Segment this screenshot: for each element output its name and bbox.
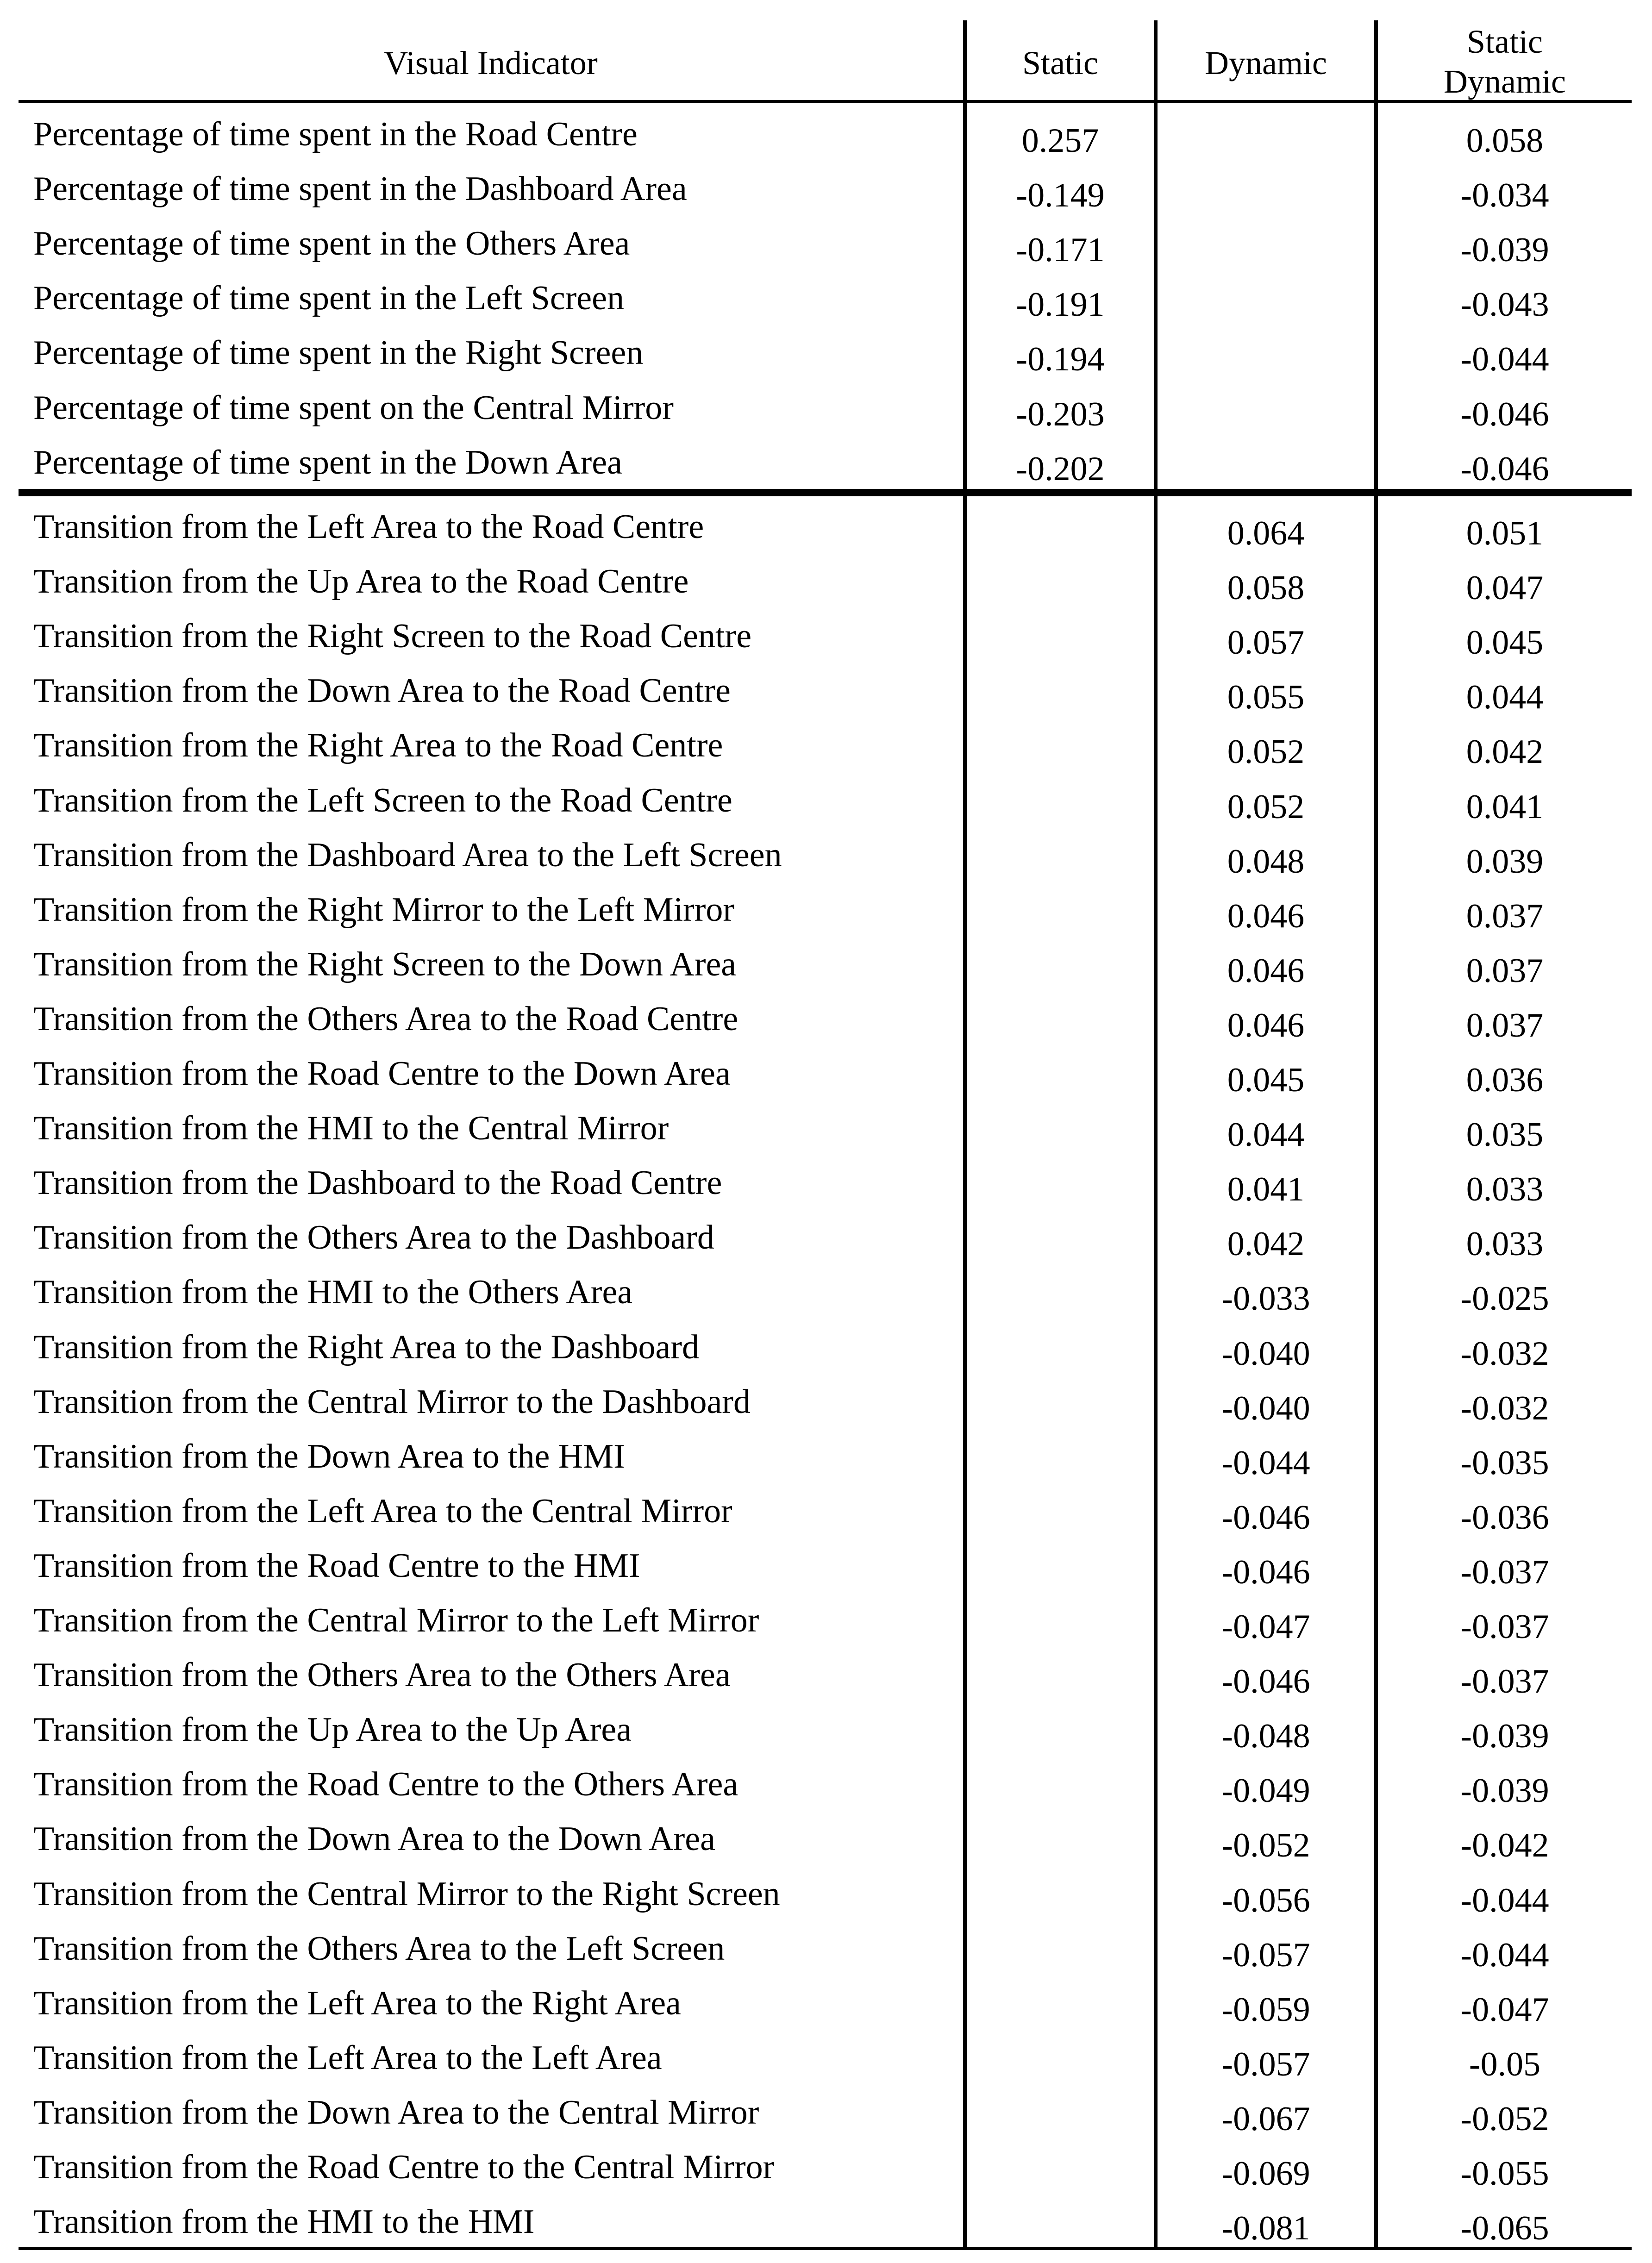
cell-dynamic: 0.052: [1227, 733, 1305, 771]
cell-static: -0.191: [1016, 286, 1105, 324]
cell-static-dynamic: -0.05: [1469, 2045, 1541, 2083]
cell-static-dynamic: -0.039: [1460, 1717, 1549, 1756]
cell-static: 0.257: [1021, 122, 1099, 160]
column-divider-3: [1374, 20, 1378, 2248]
cell-static-dynamic: 0.041: [1466, 788, 1544, 826]
cell-indicator: Transition from the Right Area to the Dashboard: [33, 1328, 700, 1366]
cell-indicator: Transition from the HMI to the Central Mirror: [33, 1109, 669, 1148]
cell-indicator: Transition from the Dashboard Area to the Left Screen: [33, 836, 782, 874]
cell-dynamic: 0.046: [1227, 1006, 1305, 1044]
cell-dynamic: 0.052: [1227, 788, 1305, 826]
cell-indicator: Transition from the Central Mirror to the Left Mirror: [33, 1601, 759, 1639]
cell-indicator: Transition from the Left Screen to the Road Centre: [33, 781, 732, 819]
cell-dynamic: -0.046: [1221, 1498, 1310, 1537]
cell-static-dynamic: -0.065: [1460, 2209, 1549, 2248]
cell-indicator: Transition from the Others Area to the Others Area: [33, 1656, 731, 1694]
cell-dynamic: -0.033: [1221, 1280, 1310, 1318]
cell-indicator: Transition from the Others Area to the Road Centre: [33, 1000, 738, 1038]
cell-static-dynamic: 0.051: [1466, 514, 1544, 552]
header-rule: [19, 100, 1632, 103]
cell-indicator: Percentage of time spent in the Left Screen: [33, 279, 624, 318]
cell-static-dynamic: -0.043: [1460, 286, 1549, 324]
header-static: Static: [1022, 44, 1098, 81]
cell-dynamic: -0.052: [1221, 1826, 1310, 1865]
cell-dynamic: 0.045: [1227, 1061, 1305, 1099]
header-static-dynamic-line1: Static: [1467, 23, 1543, 60]
cell-static-dynamic: 0.036: [1466, 1061, 1544, 1099]
cell-indicator: Transition from the HMI to the Others Area: [33, 1273, 633, 1312]
cell-indicator: Transition from the Up Area to the Up Area: [33, 1711, 632, 1749]
cell-indicator: Transition from the Right Area to the Road Centre: [33, 726, 723, 765]
cell-indicator: Transition from the Road Centre to the Others Area: [33, 1765, 738, 1804]
cell-static-dynamic: 0.042: [1466, 733, 1544, 771]
header-visual-indicator: Visual Indicator: [384, 44, 598, 81]
cell-indicator: Percentage of time spent in the Down Area: [33, 443, 622, 481]
cell-dynamic: 0.048: [1227, 842, 1305, 881]
cell-dynamic: -0.049: [1221, 1772, 1310, 1810]
cell-indicator: Transition from the Down Area to the Road Centre: [33, 672, 731, 710]
cell-static: -0.203: [1016, 395, 1105, 433]
cell-static-dynamic: 0.045: [1466, 624, 1544, 662]
cell-static-dynamic: -0.025: [1460, 1280, 1549, 1318]
cell-static-dynamic: 0.033: [1466, 1170, 1544, 1209]
cell-static-dynamic: -0.037: [1460, 1663, 1549, 1701]
cell-indicator: Transition from the Right Screen to the Road Centre: [33, 617, 752, 656]
cell-static-dynamic: -0.046: [1460, 450, 1549, 488]
cell-dynamic: -0.081: [1221, 2209, 1310, 2248]
cell-static-dynamic: -0.035: [1460, 1444, 1549, 1482]
cell-indicator: Transition from the Down Area to the Central Mirror: [33, 2093, 759, 2132]
cell-dynamic: 0.057: [1227, 624, 1305, 662]
cell-static: -0.194: [1016, 340, 1105, 379]
cell-dynamic: -0.046: [1221, 1663, 1310, 1701]
cell-indicator: Percentage of time spent on the Central Mirror: [33, 388, 674, 427]
cell-dynamic: 0.055: [1227, 678, 1305, 717]
cell-indicator: Percentage of time spent in the Road Centre: [33, 115, 638, 153]
cell-dynamic: -0.067: [1221, 2100, 1310, 2138]
cell-indicator: Transition from the Others Area to the Left Screen: [33, 1929, 725, 1968]
cell-static: -0.202: [1016, 450, 1105, 488]
cell-dynamic: -0.057: [1221, 1936, 1310, 1974]
cell-dynamic: -0.047: [1221, 1608, 1310, 1646]
cell-indicator: Transition from the Central Mirror to the Right Screen: [33, 1875, 780, 1913]
cell-dynamic: -0.056: [1221, 1881, 1310, 1919]
cell-indicator: Transition from the Left Area to the Right Area: [33, 1984, 681, 2022]
cell-static-dynamic: 0.037: [1466, 951, 1544, 990]
cell-static-dynamic: -0.039: [1460, 1772, 1549, 1810]
cell-dynamic: 0.041: [1227, 1170, 1305, 1209]
cell-dynamic: 0.044: [1227, 1116, 1305, 1154]
cell-indicator: Transition from the Road Centre to the Down Area: [33, 1055, 731, 1093]
cell-indicator: Transition from the Others Area to the Dashboard: [33, 1219, 714, 1257]
cell-dynamic: -0.048: [1221, 1717, 1310, 1756]
cell-static-dynamic: -0.047: [1460, 1990, 1549, 2029]
cell-dynamic: -0.040: [1221, 1334, 1310, 1373]
cell-indicator: Transition from the Right Mirror to the Left Mirror: [33, 890, 735, 929]
cell-indicator: Transition from the Right Screen to the Down Area: [33, 945, 737, 983]
cell-static-dynamic: -0.032: [1460, 1389, 1549, 1427]
cell-static-dynamic: -0.044: [1460, 340, 1549, 379]
cell-indicator: Percentage of time spent in the Dashboard Area: [33, 170, 687, 208]
bottom-rule: [19, 2247, 1632, 2250]
cell-static: -0.149: [1016, 176, 1105, 215]
cell-dynamic: -0.040: [1221, 1389, 1310, 1427]
cell-dynamic: -0.044: [1221, 1444, 1310, 1482]
cell-static-dynamic: -0.052: [1460, 2100, 1549, 2138]
cell-indicator: Transition from the Central Mirror to the Dashboard: [33, 1382, 751, 1421]
cell-dynamic: 0.064: [1227, 514, 1305, 552]
cell-static-dynamic: -0.037: [1460, 1608, 1549, 1646]
cell-static-dynamic: -0.032: [1460, 1334, 1549, 1373]
cell-static-dynamic: 0.039: [1466, 842, 1544, 881]
cell-static-dynamic: -0.046: [1460, 395, 1549, 433]
cell-indicator: Percentage of time spent in the Right Screen: [33, 334, 644, 372]
cell-indicator: Transition from the HMI to the HMI: [33, 2203, 535, 2241]
cell-static-dynamic: 0.058: [1466, 122, 1544, 160]
cell-static-dynamic: 0.044: [1466, 678, 1544, 717]
cell-static: -0.171: [1016, 231, 1105, 269]
cell-static-dynamic: -0.034: [1460, 176, 1549, 215]
cell-indicator: Transition from the Up Area to the Road Centre: [33, 563, 689, 601]
cell-indicator: Transition from the Left Area to the Central Mirror: [33, 1492, 732, 1530]
cell-static-dynamic: -0.044: [1460, 1936, 1549, 1974]
cell-indicator: Transition from the Dashboard to the Road Centre: [33, 1164, 722, 1202]
cell-static-dynamic: -0.042: [1460, 1826, 1549, 1865]
cell-indicator: Transition from the Road Centre to the Central Mirror: [33, 2148, 775, 2186]
cell-static-dynamic: -0.055: [1460, 2155, 1549, 2193]
cell-dynamic: -0.046: [1221, 1553, 1310, 1591]
cell-indicator: Transition from the Down Area to the Down Area: [33, 1820, 715, 1858]
section-rule: [19, 489, 1632, 496]
cell-indicator: Transition from the Left Area to the Road Centre: [33, 508, 704, 546]
column-divider-2: [1154, 20, 1158, 2248]
cell-dynamic: -0.069: [1221, 2155, 1310, 2193]
cell-static-dynamic: 0.033: [1466, 1225, 1544, 1263]
cell-dynamic: 0.042: [1227, 1225, 1305, 1263]
cell-static-dynamic: 0.037: [1466, 1006, 1544, 1044]
cell-indicator: Percentage of time spent in the Others Area: [33, 225, 630, 263]
cell-dynamic: 0.046: [1227, 897, 1305, 935]
column-divider-1: [963, 20, 967, 2248]
cell-indicator: Transition from the Road Centre to the HMI: [33, 1546, 640, 1585]
header-dynamic: Dynamic: [1205, 44, 1327, 81]
cell-static-dynamic: -0.036: [1460, 1498, 1549, 1537]
cell-dynamic: 0.058: [1227, 569, 1305, 607]
cell-static-dynamic: -0.044: [1460, 1881, 1549, 1919]
cell-static-dynamic: -0.039: [1460, 231, 1549, 269]
cell-static-dynamic: -0.037: [1460, 1553, 1549, 1591]
cell-static-dynamic: 0.037: [1466, 897, 1544, 935]
header-static-dynamic-line2: Dynamic: [1444, 63, 1566, 100]
cell-dynamic: -0.057: [1221, 2045, 1310, 2083]
cell-indicator: Transition from the Left Area to the Left Area: [33, 2038, 662, 2077]
cell-dynamic: -0.059: [1221, 1990, 1310, 2029]
cell-dynamic: 0.046: [1227, 951, 1305, 990]
cell-indicator: Transition from the Down Area to the HMI: [33, 1437, 625, 1475]
cell-static-dynamic: 0.035: [1466, 1116, 1544, 1154]
cell-static-dynamic: 0.047: [1466, 569, 1544, 607]
